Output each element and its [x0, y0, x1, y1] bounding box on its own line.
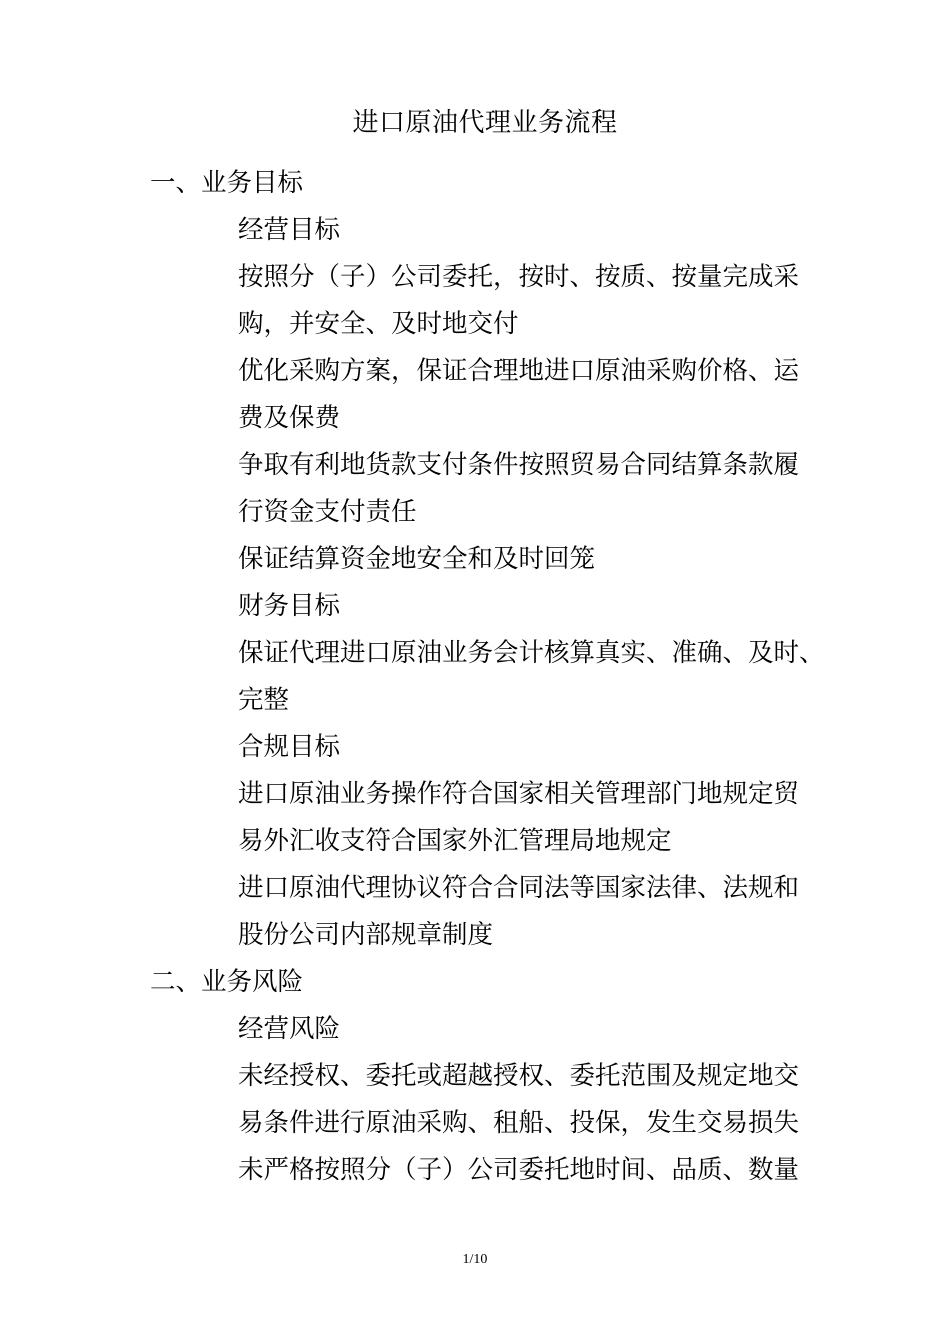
section-heading: 二、业务风险	[150, 967, 304, 997]
subsection-heading: 经营目标	[238, 215, 341, 245]
text-line: 行资金支付责任	[238, 497, 417, 527]
text-line: 保证结算资金地安全和及时回笼	[238, 544, 596, 574]
text-line: 易条件进行原油采购、租船、投保，发生交易损失	[238, 1108, 800, 1138]
text-line: 股份公司内部规章制度	[238, 920, 494, 950]
text-line: 未严格按照分（子）公司委托地时间、品质、数量	[238, 1155, 800, 1185]
text-line: 费及保费	[238, 403, 341, 433]
document-body	[0, 160, 950, 1194]
text-line: 保证代理进口原油业务会计核算真实、准确、及时、	[238, 638, 825, 668]
text-line: 完整	[238, 685, 290, 715]
text-line: 易外汇收支符合国家外汇管理局地规定	[238, 826, 672, 856]
text-line: 争取有利地货款支付条件按照贸易合同结算条款履	[238, 450, 800, 480]
section-heading: 一、业务目标	[150, 168, 304, 198]
subsection-heading: 经营风险	[238, 1014, 341, 1044]
text-line: 进口原油代理协议符合合同法等国家法律、法规和	[238, 873, 800, 903]
document-title: 进口原油代理业务流程	[352, 108, 618, 138]
subsection-heading: 合规目标	[238, 732, 341, 762]
subsection-heading: 财务目标	[238, 591, 341, 621]
text-line: 进口原油业务操作符合国家相关管理部门地规定贸	[238, 779, 800, 809]
page-number: 1/10	[462, 1252, 488, 1267]
text-line: 优化采购方案，保证合理地进口原油采购价格、运	[238, 356, 800, 386]
text-line: 购，并安全、及时地交付	[238, 309, 519, 339]
text-line: 按照分（子）公司委托，按时、按质、按量完成采	[238, 262, 800, 292]
text-line: 未经授权、委托或超越授权、委托范围及规定地交	[238, 1061, 800, 1091]
